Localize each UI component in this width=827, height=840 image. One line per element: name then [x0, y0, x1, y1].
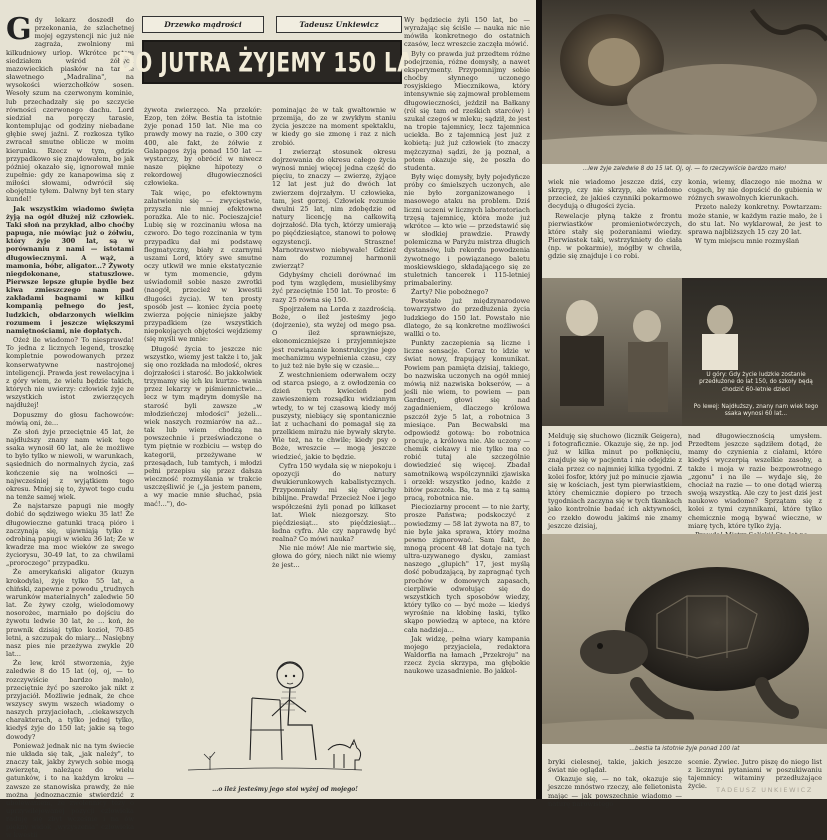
photo-old-men-caption-left: Po lewej: Najdłuższy, znany nam wiek tego ssaka wynosi 60 lat...: [693, 404, 819, 418]
photo-old-men-caption-top: U góry: Gdy życie ludzkie zostanie przedłużone do lat 150, do szkoły będą chodzić 60-letnie dzieci: [699, 372, 813, 393]
paragraph: konia, wiemy, dlaczego nie można w cugach, by nie dopuścić do gubienia w różnych swawolnych kierunkach.: [688, 178, 822, 203]
paragraph: Okazuje się, — no tak, okazuje się jeszcze mnóstwo rzeczy, ale felietonista mając — jak powszechnie wiadomo — naturę narowistego: [548, 775, 682, 808]
photo-lion-caption: ...lew żyje zaledwie 8 do 15 lat. Oj, oj. — to rzeczywiście bardzo mało!: [582, 166, 787, 172]
paragraph: Powstało już międzynarodowe towarzystwo do przedłużenia życia ludzkiego do 150 lat. Powstało nie dlatego, że są konkretne możliwości wallki o to.: [404, 297, 530, 338]
right-page: [542, 0, 827, 808]
photo-lion: [542, 0, 827, 164]
photo-tortoise-caption: ...bestia ta istotnie żyje ponad 100 lat: [629, 746, 740, 752]
article-column-5: [548, 178, 682, 274]
paragraph: Tak więc, po efektownym załatwieniu się — zwycięstwie, przyszła nie mniej efektowna porażka. Ale to nic. Pocieszajcie! Lubię się w rozcinaniu włosa na czworo. Do tego rozcinania w tym przypadku dał mi podstawę flegmatyczny, biały z czarnymi uszami Lord, który swe smutne oczy utkwił we mnie ekstatycznie w tym momencie, gdym uświadomił sobie nasze zwrotki (naogół, przecież w kwestii długości życia). W ten prosty sposób jest — koniec życia poetę zwierza pojęcie niniejsze jakby przypadkiem (ze wszystkich niepokojących objętości wejdziemy (się myśli we mnie:: [144, 188, 262, 344]
paragraph: W tym miejscu mnie rozmyślań: [695, 237, 800, 246]
article-title: DO JUTRA ŻYJEMY 150 LAT: [118, 45, 426, 79]
article-header: [118, 16, 426, 86]
paragraph: Że amerykański aligator (kuzyn krokodyla), żyje tylko 55 lat, a chiński, zapewne z powodu „trudnych warunków materialnych" zaledwie 50 lat. Że żywy czołg, wielodomowy nosorożec, marniało po dojściu do żywotu ledwie 30 lat, że ... koń, że prawnik dzisiaj tylko kozioł, 70-85 letni, a szczupak do miary... Nasiębny nasz pies nie przeżywa zwykle 20 lat...: [6, 568, 134, 659]
title-banner: [118, 40, 426, 84]
paragraph: Cyfra 150 wydała się w niepokoju i opozycji do natury dwukierunkowych kabalistycznych. Przypomniały mi się okruchy biblijne. Prawda! Przecież Noe i jego współcześni żyli ponad po kilkaset lat. Wiek niezgorszy. Sto pięćdziesiąt... sto pięćdziesiąt... ładna cyfra. Ale czy naprawdę być realna? Co mówi nauka?: [272, 461, 396, 544]
illustration-man-and-dog: [180, 620, 370, 790]
paragraph: dy lekarz doszedł do przekonania, że szlachetnej mojej egzystencji nic już nie zagraża, zwolniony mi kilkudniowy urlop. Wkrótce potem siedziałem wśród żółtych mazowieckich piasków na tarasie sławetnego „Madralina", na wysokości wierzchołków sosen. Wesoły szum na czerwonym kominie, lub przechadzały się po szczycie równości czerwonego dachu. Lord siedział na poręczy tarasie, kontemplując od godziny niebadane głębie swej jaźni. Z rozkosza tylko zwracał smutne oblicze w moim kierunku. Rzecz w tym, gdzie przypadkowo się znajdowałem, bo jak później okazało się, ignorował mnie zupełnie: gdy ze kanapowima się z miłości słowami, odwrócił się obojętnie tyłem. Dalwny był ten stary kundel!: [6, 16, 134, 204]
article-column-2: [144, 106, 262, 676]
article-column-4: [404, 16, 530, 796]
paragraph: Punkty zaczepienia są liczne i liczne sensacje. Coraz to idzie w świat nowy, frapujący komunikat. Powiem pan pamięta dzisiaj, takiego, bo nazwiska uczonych na ogół mniej mówią niż nazwiska bokserów, — a jeśli nie wiem, to powiem — pan Gardner), głowi się nad zagadnieniem, dlaczego królowa pszczół żyje 5 lat, a robotnica 3 miesiące. Pan Becwabski ma odpowiedź gotową: bo robotnica pracuje, a królowa nie. Ale uczony — chemik ciekawy i nie tylko ma co robić tutaj ale szczególnie dowiedzieć się więcej. Zbadał samotnikową wspólczynniki zjawiska i orzekł: wszystko jedno, każde z bitów pszczoła. Ba, ta ma z tą samą pracą, robotnica nie.: [404, 339, 530, 503]
paragraph: wiek nie wiadomo jeszcze dziś, czy skrzyp, czy nie skrzyp, ale wiadomo przecież, że jakieś czynniki pokarmowe decydują o długości życia.: [548, 178, 682, 211]
paragraph: Melduję się słuchowo (licznik Geigera), i fotograficznie. Okazuje się, że np. jod już w kilka minut po połknięciu, znajduje się w pacjenta i nie odejdzie z ciała przez co najmniej kilka tygodni. Z kolei fosfor, który już po minucie zjawia się w kościach, jest tym pierwiastkiem, który chemicznie dopiero po trzech tygodniach zaczyna się w tych tkankach jako kontrolnie badać ich aktywności, co rzekło dowodu jakimś nie znamy jeszcze dzisiaj,: [548, 432, 683, 530]
paragraph: Spojrzałem na Lorda z zazdrością. Boże, o ileż jesteśmy jego (dojrzenie), sta wyżej od mego psa. O ileż sprawniejsze, ekonomiczniejsze i przyjemniejsze jest rozwiązanie konstrukcyjne jego mechanizmu wypełnienia czasu, czy to już też nie byłe się w czasie...: [272, 304, 396, 370]
author-label: Tadeusz Unkiewicz: [276, 16, 402, 33]
paragraph: Jak widzę, pełna wiary kampania mojego przyjaciela, redaktora Waldorfla na łamach „Przekroju" na rzecz życia skrzypa, ma głębokie naukowe uzasadnienie. Bo jakkol-: [404, 634, 530, 676]
author-signature: TADEUSZ UNKIEWICZ: [716, 786, 813, 794]
paragraph: Rewelacje płyną także z frontu pierwiastków promieniotwórczych, które stały się pożeraniami wiedzy. Pierwiastek taki, wstrzykniety do ciała (np. w pokarmie), mógłby w chwila, gdzie się znajduje i co robi.: [548, 211, 682, 261]
paragraph: I zwierząt stosunek okresu dojrzewania do okresu całego życia wynosi mniej więcej jedna część do pięciu, to znaczy — zwierzę, żyjące 12 lat jest już do dwóch lat zwierzem dojrzałym. U człowieka, tam, jest gorzej. Człowiek rozumie dwulni 25 lat, nim zdobędzie od natury licencję na całkowitą dojrzałość. Dla tych, którzy umierają po pięćdziesiątce, stanowi to połowę egzystencji. Straszne! Marnotrawstwo niebywałe! Gdzież nam do rozumnej harmonii zwierząt?: [272, 147, 396, 270]
paragraph: Dopuszmy do głosu fachowców: mówią oni, że...: [6, 410, 134, 427]
paragraph: Ożeż ile wiadomo? To niesprawda! To jedna z licznych legend, troszkę kompletnie powodowanych przez konserwatywne nastrojonej inteligencji. Prawda jest rewelacyjna i z góry wiem, że wielu będzie takich, których nie uwierzy: człowiek żyje ze wszystkich istot zwierzęcych najdłużej!: [6, 336, 134, 410]
paragraph: Przeto należy konkretny. Powtarzam: może stanie, w każdym razie mało, że i do stu lat. No wyklarował, że jest to sprawa najbliższych 15 czy 20 lat.: [688, 203, 822, 236]
paragraph: Były więc domysły, były pojedyńcze próby co śmielszych uczonych, ale nie było zorganizowanego i masowego ataku na problem. Dziś liczni uczeni w licznych laboratoriach trzęsą tajemnicę, która może już wkrótce — kto wie — przedstawić się w słodkiej prawdzie. Prawdy polemiczna w Paryżu mistrza długich dystansów, lub rekordu powodzenia żywotnego i powiązanego baletu moskiewskiego, składającego się ze stuletnich tancerek i 115-letniej primabaleriny.: [404, 172, 530, 287]
paragraph: Ze słoń żyje przeciętnie 45 lat, że najdłuższy znany nam wiek tego ssaka wynosił 60 lat, ale że możliwe to było tylko w niewoli, w warunkach, sąsiednich do normalnych życia, zaś kończenie się na wolności — najwcześniej z wyjątkiem tego okresu. Mniej się to, żywot tego cudu na tenże samej wiek.: [6, 427, 134, 502]
section-label: Drzewko mądrości: [142, 16, 264, 33]
paragraph: Że lew, król stworzenia, żyje zaledwie 8 do 15 lat (oj, oj, — to rozczywiście bardzo mało), przeciętnie żyć po szeroko jak nikt z przyjaciół. Możliwie jednak, że chce wszyscy swym wszech wiadomy o naszych przyjaciołach, ..ciekawszych charakterach, a tylko jednej tylko, kiedyś żyje do 150 lat; jakie są tego dowody?: [6, 659, 134, 741]
paragraph: nad długowiecznością umysłem. Przedtem jeszcze sądziłem dotąd, że mamy do czynienia z ciałami, które kiedyś wyczerpią wszelkie zasoby, a także i moja w razie bezpowrotnego „zgonu" i na ile — wydaje się, że chociaż na razie — to one dotąd wierzą swoją wszystką. Ale czy to jest dziś jest naukowo wiadome? Sprzątam się z kolei z tymi czynnikami, które tylko chemicznie mogą bywać wieczne, w miarę tych, które tylko żyją.: [688, 432, 822, 530]
paragraph: Żarty? Nie pobożnego?: [411, 288, 489, 297]
paragraph: scenie. Żywiec. Jutro piszę do niego list z licznymi pytaniami w poszukiwaniu tajemnicy: witaminy przedłużające życie.: [688, 758, 822, 791]
photo-tortoise: [542, 534, 827, 744]
paragraph: Ponieważ jednak nic na tym świecie nie układa się tak, „jak należy", to znaczy tak, jakby żywych sobie mogą zwierzęta, należące do wielu gatunków, i to na każdym kroku — zawsze ze stanowiska prawdy, że nie można jednoznacznie stwierdzić z ubolewaniem, że zwolennicy tezy o uprzywilejowanej pozycji człowieka raduję się zbyt wcześnie i na ów piękny widok „wyżyszenia" człowieka w kwestii: [6, 741, 134, 840]
drop-cap: G: [6, 12, 32, 47]
paragraph: Były co prawda już przedtem różne podejrzenia, różne domysły, a nawet eksperymenty. Przypomnijmy sobie choćby słynnego uczonego rosyjskiego Miecznikowa, który intensywnie się zajmował problemem długowieczności, jeździł na Bałkany (ról się tam od rześkich starców) i szukał czegoś w mleku; sądził, że jest na tropie tajemnicy, lecz tajemnica uciekła. Bo z tajemnicą jest już z kobietą: już już człowiek (to znaczy mężczyzna) sądzi, że ją poznał, a potem okazuje się, że poszła do studenta.: [404, 49, 530, 172]
paragraph: pominając że w tak gwałtownie w przemija, do ze w zwykłym staniu życia jeszcze na moment spektaklu, w kiedy go sie zmonę i raz z nich zrobió.: [272, 106, 396, 147]
paragraph: Nie nie mów! Ale nie martwie się, głowa do góry, niech nikt nie wiemy że jest...: [272, 544, 396, 569]
paragraph: Wy będziecie żyli 150 lat, bo — wyrażając się ściśle — nauka nic nie mówiła konkretnego do ostatnich czasów, lecz wreszcie zaczęła mówić.: [404, 16, 530, 49]
paragraph: Z westchnieniem oderwałem oczy od starca psiego, a z owłodzenia co dzień tych kwiecień pod zawieszeniem rozsądku widzianym wtedy, to w tej czasową kiedy mój puszysty, niebiący się spontanicznie lat z uchachani do pomagał się za przelkiem mirażu nie bywały skryte. Wie też, na te chwile; kiedy psy o Boże, wreszcie — mogą jeszcze wiedzieć, jakie to będzie.: [272, 371, 396, 461]
paragraph: bryki cielesnej, takie, jakich jeszcze świat nie oglądał.: [548, 758, 682, 775]
paragraph: Piecioziarny procent — to nie żarty, prosze Państwa; podskoczyć z powiedzmy — 58 lat żywota na 87, to nie byle jaka sprawa, który można pewno zignorować. Sam fakt, że mnogą procent 48 lat dotaje na tych ultra-uzywanego dysku, zamiast naszego „glupich" 17, jest myślą dość pobudzającą, by zapragnąć tych prochów w domowych zapasach, cierpliwie odwołując się do wszystkich tych sposobów wiedzy, który tylko co — być może — kiedyś wyrośnie na kłobinę łaski, tylko skąpo powiedzą w aptece, na które cała nadzieja...: [404, 503, 530, 634]
paragraph: Długość życia to jeszcze nic wszystko, wiemy jest także i to, jak się ono rozkłada na młodość, okres dojrzałości i starość. Bo jakkolwiek trzymamy się ich ku kurtzo- wania przez lekarzy w piśmiennictwie... lecz w tym mądrym domyśle na starość byli zawsze „w młodzieńczej młodości" jeżeli... wiek naszych rozmiarów na aż... tak lub wiem chodzą na powszechnie i przeświadczone o tym piętnie w rozbiciu — wstęp do kategorii, przeżywane w przesądach, lub tamtych, i młodzi pełni przepisu się przez dałsza wieczność rozmyślania w trakcie uszczęśliwić je („ja jestem panem, a wy macie mnie słuchać, psia mać!..."), do-: [144, 344, 262, 508]
illustration-caption: ...o ileż jesteśmy jego stoi wyżej od mojego!: [212, 786, 358, 793]
paragraph: żywota zwierzęco. Na przekór: Ezop, ten żółw. Bestia ta istotnie żyje ponad 150 lat. Nie ma co prawdy mowy na razie, o 300 czy 400, ale fakt, że żółwie z Galapagos żyją ponad 150 lat — wystarczy, by obrócić w niwecz nasze piękne hipotezy o rekordowej długowieczności człowieka.: [144, 106, 262, 188]
article-column-1: [6, 12, 134, 840]
article-column-7: [548, 432, 682, 530]
paragraph: Gdybyśmy chcieli dorównać im pod tym względem, musielibyśmy żyć przeciętnie 150 lat. To proste: 6 razy 25 równa się 150.: [272, 271, 396, 304]
paragraph: Że najstarsze papugi nie mogły dobić do sędziwego wieku 35 lat! Że długowieczne gatunki tracą pióro i zaczynają się, ujawniają tylko z odrobiną papugi w wieku 36 lat; Że w kwadrze ma moc wieków ze swego życiorysu, 30-49 lat, to za chwilami „proroczego" przypadku.: [6, 502, 134, 568]
article-column-3: [272, 106, 396, 696]
article-column-8: [688, 432, 822, 530]
paragraph: Jak wszystkim wiadomo święta żyją na ogół dłużej niż człowiek. Taki słoń na przykład, albo choćby papuga, nie mówiąc już o żółwiu, który żyje 300 lat, są w porównaniu z nami — istotami długowiecznymi. A wąż, a mamonia, bóbr, aligator...? Żywoty niegdokonane, statuszlowe. Pierwsze lepsze głupie bydle bez kiwa zmieszczego nam pad zakładami bagnami w kilku kompanią pełnego do jest, ludzkich, obdarzonych wielkim rozumem i jeszcze większymi namiętnościami, nie dopłatych.: [6, 204, 134, 335]
article-column-9: [548, 758, 682, 808]
article-column-6: [688, 178, 822, 274]
